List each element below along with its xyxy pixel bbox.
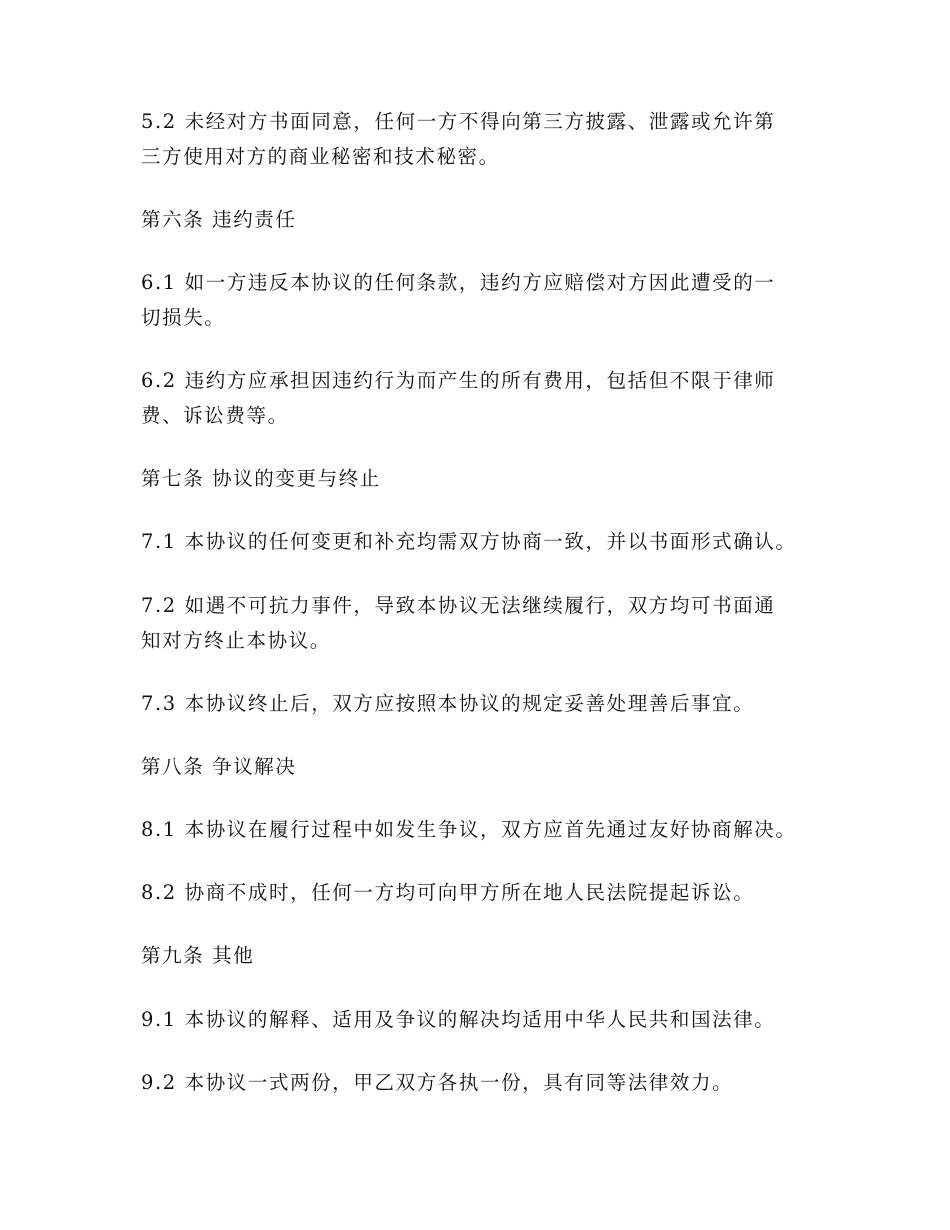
clause-5-2-line-1: 5.2 未经对方书面同意，任何一方不得向第三方披露、泄露或允许第 [141,110,776,133]
clause-5-2-line-2: 三方使用对方的商业秘密和技术秘密。 [141,145,500,168]
article-8-heading: 第八条 争议解决 [141,755,297,778]
article-6-heading: 第六条 违约责任 [141,208,297,231]
clause-6-1-line-2: 切损失。 [141,306,226,329]
clause-8-2: 8.2 协商不成时，任何一方均可向甲方所在地人民法院提起诉讼。 [141,881,755,904]
article-9-heading: 第九条 其他 [141,944,255,967]
article-7-heading: 第七条 协议的变更与终止 [141,467,381,490]
clause-6-2-line-1: 6.2 违约方应承担因违约行为而产生的所有费用，包括但不限于律师 [141,369,776,392]
clause-7-2-line-1: 7.2 如遇不可抗力事件，导致本协议无法继续履行，双方均可书面通 [141,594,776,617]
clause-8-1: 8.1 本协议在履行过程中如发生争议，双方应首先通过友好协商解决。 [141,818,797,841]
clause-6-1-line-1: 6.1 如一方违反本协议的任何条款，违约方应赔偿对方因此遭受的一 [141,271,776,294]
clause-9-2: 9.2 本协议一式两份，甲乙双方各执一份，具有同等法律效力。 [141,1071,734,1094]
clause-6-2-line-2: 费、诉讼费等。 [141,404,289,427]
clause-9-1: 9.1 本协议的解释、适用及争议的解决均适用中华人民共和国法律。 [141,1008,776,1031]
clause-7-3: 7.3 本协议终止后，双方应按照本协议的规定妥善处理善后事宜。 [141,692,755,715]
clause-7-1: 7.1 本协议的任何变更和补充均需双方协商一致，并以书面形式确认。 [141,530,797,553]
clause-7-2-line-2: 知对方终止本协议。 [141,629,331,652]
